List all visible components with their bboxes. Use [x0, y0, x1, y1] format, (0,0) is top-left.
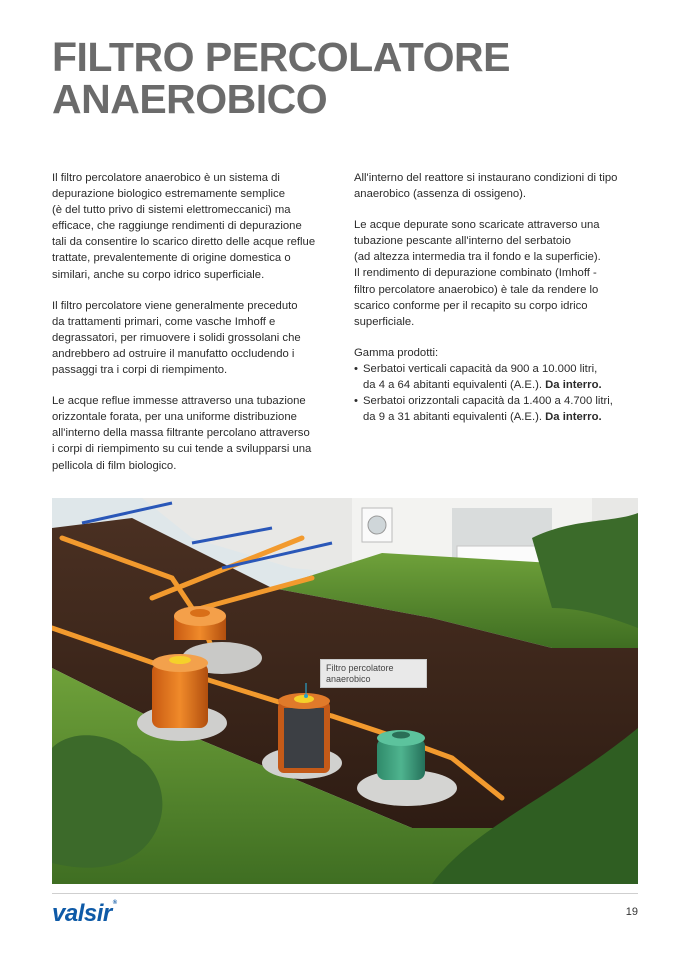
product-item-text: Serbatoi orizzontali capacità da 1.400 a 4.700 litri, da 9 a 31 abitanti equivalenti (A.E.).: [363, 395, 613, 424]
product-range-heading: Gamma prodotti:: [354, 346, 439, 359]
product-item-horizontal: [354, 393, 640, 425]
product-item-text: Serbatoi verticali capacità da 900 a 10.000 litri, da 4 a 64 abitanti equivalenti (A.E.).: [363, 362, 598, 392]
anaerobic-filter-tank: [278, 693, 330, 773]
brand-name: valsir: [52, 900, 112, 927]
product-item-installation: Da interro.: [545, 411, 602, 424]
page-title: [52, 36, 510, 120]
imhoff-tank: [152, 654, 208, 728]
storage-tank: [377, 730, 425, 780]
brand-logo: [52, 900, 117, 928]
paragraph-discharge: Le acque depurate sono scaricate attraverso una tubazione pescante all'interno del serbatoio (ad altezza intermedia tra il fondo e la superficie). Il rendimento di depurazione combinato (Imhoff - filtro percolatore anaerobico) è tale da rendere lo scarico conforme per il recapito su corpo idrico superficiale.: [354, 219, 601, 328]
page-number: 19: [625, 906, 638, 918]
installation-illustration: [52, 498, 638, 884]
right-column: [354, 170, 640, 425]
paragraph-anaerobic: All'interno del reattore si instaurano condizioni di tipo anaerobico (assenza di ossigeno).: [354, 172, 618, 201]
left-column: [52, 170, 340, 489]
product-list: [354, 361, 640, 425]
degreaser-tank: [174, 606, 226, 640]
title-line-1: FILTRO PERCOLATORE: [52, 34, 510, 80]
paragraph-intro: Il filtro percolatore anaerobico è un sistema di depurazione biologico estremamente semplice (è del tutto privo di sistemi elettromeccanici) ma efficace, che raggiunge rendimenti di depurazione tali da consentire lo scarico diretto delle acque reflue trattate, prevalentemente di origine domestica o similari, anche su corpo idrico superficiale.: [52, 172, 316, 281]
paragraph-distribution: Le acque reflue immesse attraverso una tubazione orizzontale forata, per una uniforme distribuzione all'interno della massa filtrante percolano attraverso i corpi di riempimento su cui tende a svilupparsi una pellicola di film biologico.: [52, 395, 312, 472]
illustration-callout: Filtro percolatore anaerobico: [320, 659, 427, 688]
washing-machine-door: [368, 516, 386, 534]
installation-scene: [52, 498, 638, 884]
registered-mark: ®: [112, 900, 117, 906]
product-range: [354, 345, 640, 425]
title-line-2: ANAEROBICO: [52, 76, 328, 122]
product-item-installation: Da interro.: [545, 379, 602, 392]
footer-divider: [52, 893, 638, 894]
callout-dot: [304, 694, 308, 698]
product-item-vertical: [354, 361, 640, 393]
paragraph-pretreatment: Il filtro percolatore viene generalmente preceduto da trattamenti primari, come vasche Imhoff e degrassatori, per rimuovere i solidi grossolani che andrebbero ad ostruire il manufatto occludendo i passaggi tra i corpi di riempimento.: [52, 299, 301, 377]
